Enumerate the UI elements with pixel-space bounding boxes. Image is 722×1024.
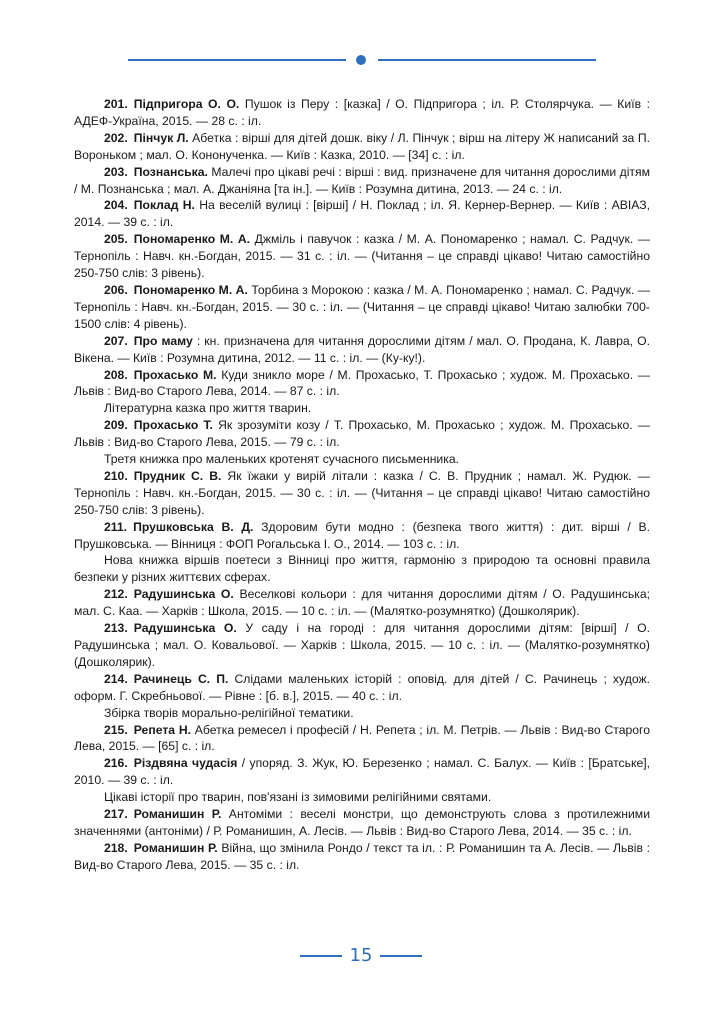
entry-annotation: Нова книжка віршів поетеси з Вінниці про життя, гармонію з природою та основні правила безпеки у різних життєвих сферах. — [74, 553, 650, 585]
entry-text: Пушок із Перу : [казка] / О. Підпригора ; іл. Р. Столярчука. — Київ : АДЕФ-Україна, 2015. — 28 с. : іл. — [74, 97, 650, 128]
entry-citation — [74, 586, 650, 620]
entry-text: Куди зникло море / М. Прохасько, Т. Прохасько ; худож. М. Прохасько. — Львів : Вид-во Старого Лева, 2014. — 87 с. : іл. — [74, 367, 650, 399]
entry-number: 204. — [104, 198, 128, 213]
entry-author: Радушинська О. — [133, 621, 237, 636]
entry-author: Познанська. — [133, 164, 208, 179]
entry-number: 215. — [104, 722, 128, 737]
entry-citation — [74, 282, 650, 333]
page-footer — [0, 944, 722, 968]
entry-annotation: Цікаві історії про тварин, пов'язані із зимовими релігійними святами. — [104, 790, 492, 805]
entry-text: Антоміми : веселі монстри, що демонструють слова з протилежними значеннями (антоніми) / Р. Романишин, А. Лесів. — Львів : Вид-во Старого Лева, 2014. — 35 с. : іл. — [74, 807, 650, 838]
bibliography-entry — [74, 722, 650, 756]
entry-number: 207. — [104, 333, 128, 348]
entry-number: 209. — [104, 418, 128, 433]
entry-citation — [74, 96, 650, 130]
entry-author: Пономаренко М. А. — [133, 232, 251, 247]
entry-citation — [74, 722, 650, 756]
entry-author: Романишин Р. — [133, 807, 222, 822]
entry-author: Прудник С. В. — [133, 468, 222, 483]
entry-author: Прохасько М. — [133, 367, 217, 382]
bibliography-entry — [74, 586, 650, 620]
ornament-line-right — [378, 59, 596, 61]
ornament-line-left — [128, 59, 346, 61]
entry-citation — [74, 130, 650, 164]
bibliography-entry — [74, 840, 650, 874]
bibliography-entry — [74, 333, 650, 367]
bibliography-entry — [74, 231, 650, 282]
entry-number: 217. — [104, 807, 128, 822]
entry-text: Слідами маленьких історій : оповід. для дітей / С. Рачинець ; худож. оформ. Г. Скребньової. — Рівне : [б. в.], 2015. — 40 с. : іл. — [74, 671, 650, 703]
entry-number: 201. — [104, 97, 128, 111]
entry-citation — [74, 231, 650, 282]
entry-author: Репета Н. — [133, 722, 192, 737]
entry-text: Торбина з Морокою : казка / М. А. Пономаренко ; намал. С. Радчук. — Тернопіль : Навч. кн.-Богдан, 2015. — 30 с. : іл. — (Читання – це справді цікаво! Читаю залюбки 700-1500 слів: 4 рівень). — [74, 282, 650, 331]
entry-number: 202. — [104, 130, 128, 145]
entry-number: 206. — [104, 282, 128, 297]
entry-author: Пінчук Л. — [133, 130, 189, 145]
entry-text: Здоровим бути модно : (безпека твого життя) : дит. вірші / В. Прушковська. — Вінниця : ФОП Рогальська І. О., 2014. — 103 с. : іл. — [74, 519, 651, 551]
entry-author: Різдвяна чудасія — [133, 756, 238, 771]
entry-text: Як їжаки у вирій літали : казка / С. В. Прудник ; намал. Ж. Рудюк. — Тернопіль : Навч. кн.-Богдан, 2015. — 30 с. : іл. — (Читання – це справді цікаво! Читаю самостійно 250-750 слів: 3 рівень). — [74, 468, 650, 517]
entry-text: Веселкові кольори : для читання дорослими дітям / О. Радушинська; мал. С. Каа. — Харків : Школа, 2015. — 10 с. : іл. — (Малятко-розумнятко) (Дошколярик). — [74, 587, 650, 619]
top-ornament — [128, 54, 596, 66]
bibliography-entry — [74, 282, 650, 333]
entry-text: У саду і на городі : для читання дорослими дітям: [вірші] / О. Радушинська ; мал. О. Ковальової. — Харків : Школа, 2015. — 10 с. : іл. — (Малятко-розумнятко) (Дошколярик). — [74, 621, 650, 669]
entry-annotation: Збірка творів морально-релігійної тематики. — [104, 705, 354, 720]
entry-citation — [74, 468, 650, 519]
entry-citation — [74, 333, 650, 367]
entry-citation — [74, 417, 650, 451]
entry-author: Рачинець С. П. — [133, 671, 229, 686]
entry-number: 208. — [104, 367, 128, 382]
bibliography-entry — [74, 806, 650, 840]
entry-text: / упоряд. З. Жук, Ю. Березенко ; намал. С. Балух. — Київ : [Братське], 2010. — 39 с. : іл. — [74, 756, 650, 788]
ornament-dot — [356, 55, 366, 65]
bibliography-entry — [74, 130, 650, 164]
entry-number: 214. — [104, 671, 128, 686]
entry-text: Абетка ремесел і професій / Н. Репета ; іл. М. Петрів. — Львів : Вид-во Старого Лева, 2015. — [65] с. : іл. — [74, 722, 650, 754]
entry-number: 216. — [104, 756, 128, 771]
bibliography-entry — [74, 671, 650, 722]
bibliography-entry — [74, 417, 650, 468]
entry-number: 205. — [104, 232, 128, 247]
entry-annotation: Третя книжка про маленьких кротенят сучасного письменника. — [104, 452, 459, 467]
footer-line-right — [380, 955, 422, 957]
bibliography-entry — [74, 197, 650, 231]
bibliography-entry — [74, 367, 650, 418]
entry-text: Абетка : вірші для дітей дошк. віку / Л. Пінчук ; вірш на літеру Ж написаний за П. Вороньком ; мал. О. Кононученка. — Київ : Казка, 2010. — [34] с. : іл. — [74, 130, 650, 162]
entry-citation — [74, 840, 650, 874]
entry-citation — [74, 806, 650, 840]
entry-number: 203. — [104, 164, 128, 179]
entry-author: Прушковська В. Д. — [133, 519, 254, 534]
page-number: 15 — [349, 945, 373, 966]
entry-number: 218. — [104, 840, 128, 855]
bibliography-list — [74, 96, 650, 874]
entry-text: Джміль і павучок : казка / М. А. Пономаренко ; намал. С. Радчук. — Тернопіль : Навч. кн.-Богдан, 2015. — 31 с. : іл. — (Читання – це справді цікаво! Читаю самостійно 250-750 слів: 3 рівень). — [74, 232, 650, 281]
entry-text: : кн. призначена для читання дорослими дітям / мал. О. Продана, К. Лавра, О. Вікена. — Київ : Розумна дитина, 2012. — 11 с. : іл. — (Ку-ку!). — [74, 333, 650, 365]
entry-text: Малечі про цікаві речі : вірші : вид. призначене для читання дорослими дітям / М. Познанська ; мал. А. Джаніяна [та ін.]. — Київ : Розумна дитина, 2013. — 24 с. : іл. — [74, 164, 650, 196]
entry-author: Романишин Р. — [133, 840, 218, 855]
entry-citation — [74, 519, 650, 553]
entry-text: Як зрозуміти козу / Т. Прохасько, М. Прохасько ; худож. М. Прохасько. — Львів : Вид-во Старого Лева, 2015. — 79 с. : іл. — [74, 418, 650, 450]
entry-number: 213. — [104, 621, 128, 636]
entry-annotation: Літературна казка про життя тварин. — [104, 401, 312, 416]
entry-number: 210. — [104, 468, 128, 483]
bibliography-entry — [74, 96, 650, 130]
entry-number: 211. — [104, 519, 128, 534]
bibliography-entry — [74, 755, 650, 806]
entry-author: Про маму — [133, 333, 193, 348]
bibliography-entry — [74, 519, 650, 587]
entry-number: 212. — [104, 587, 128, 602]
entry-author: Поклад Н. — [133, 198, 195, 213]
footer-line-left — [300, 955, 342, 957]
entry-citation — [74, 164, 650, 198]
entry-author: Прохасько Т. — [133, 418, 213, 433]
entry-text: На веселій вулиці : [вірші] / Н. Поклад ; іл. Я. Кернер-Вернер. — Київ : АВІАЗ, 2014. — 39 с. : іл. — [74, 198, 650, 230]
entry-author: Радушинська О. — [133, 587, 234, 602]
bibliography-entry — [74, 620, 650, 671]
entry-text: Війна, що змінила Рондо / текст та іл. : Р. Романишин та А. Лесів. — Львів : Вид-во Старого Лева, 2015. — 35 с. : іл. — [74, 840, 650, 872]
bibliography-entry — [74, 164, 650, 198]
entry-citation — [74, 671, 650, 705]
bibliography-entry — [74, 468, 650, 519]
entry-author: Пономаренко М. А. — [133, 282, 248, 297]
entry-citation — [74, 620, 650, 671]
entry-author: Підпригора О. О. — [133, 97, 240, 111]
entry-citation — [74, 755, 650, 789]
entry-citation — [74, 367, 650, 401]
entry-citation — [74, 197, 650, 231]
